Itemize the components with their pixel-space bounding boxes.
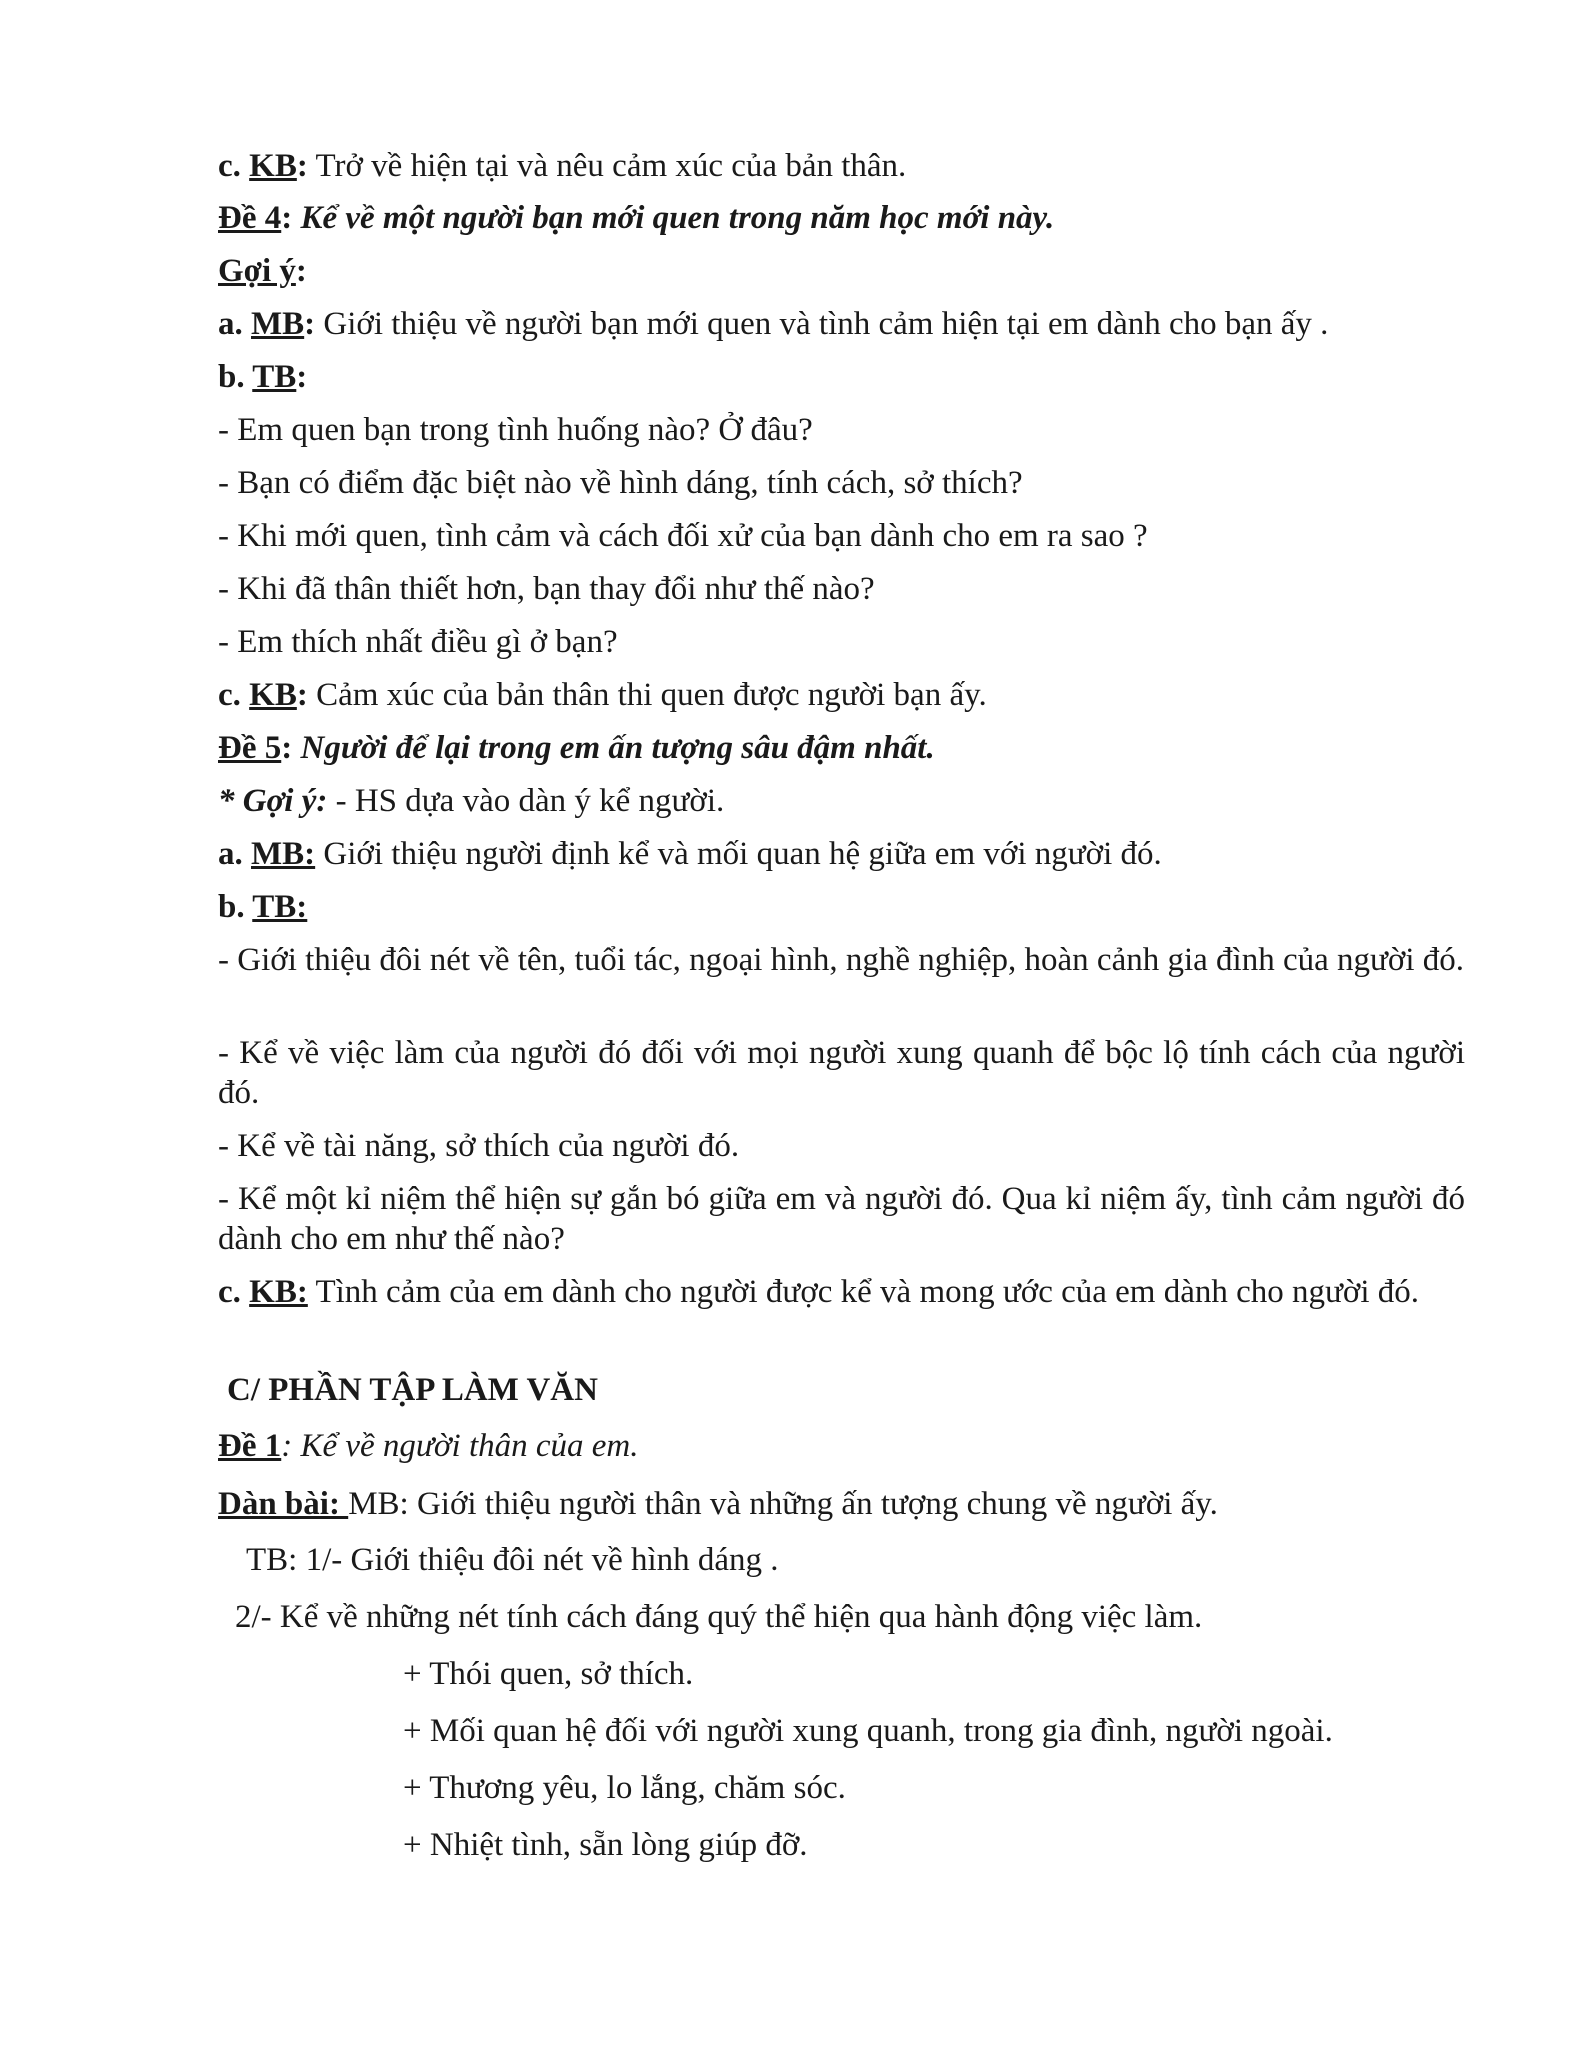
list-item: - Kể về tài năng, sở thích của người đó. xyxy=(218,1128,740,1164)
list-item: - Em quen bạn trong tình huống nào? Ở đâu? xyxy=(218,412,813,448)
tb-item-1: TB: 1/- Giới thiệu đôi nét về hình dáng . xyxy=(246,1542,779,1578)
de-1-heading: Đề 1: Kể về người thân của em. xyxy=(218,1428,639,1464)
mb-paragraph-4: a. MB: Giới thiệu về người bạn mới quen và tình cảm hiện tại em dành cho bạn ấy . xyxy=(218,306,1329,342)
tb-item-2: 2/- Kể về những nét tính cách đáng quý thể hiện qua hành động việc làm. xyxy=(235,1599,1203,1635)
list-item: - Khi mới quen, tình cảm và cách đối xử của bạn dành cho em ra sao ? xyxy=(218,518,1148,554)
list-item: - Giới thiệu đôi nét về tên, tuổi tác, ngoại hình, nghề nghiệp, hoàn cảnh gia đình của người đó. xyxy=(218,942,1465,978)
list-item: - Kể về việc làm của người đó đối với mọi người xung quanh để bộc lộ tính cách của người đó. xyxy=(218,1035,1465,1111)
de-4-heading: Đề 4: Kể về một người bạn mới quen trong năm học mới này. xyxy=(218,200,1055,236)
kb-label: KB xyxy=(249,148,297,184)
kb-paragraph-1: c. KB: Trở về hiện tại và nêu cảm xúc của bản thân. xyxy=(218,148,907,184)
kb-paragraph-5: c. KB: Tình cảm của em dành cho người được kể và mong ước của em dành cho người đó. xyxy=(218,1274,1420,1310)
tb-heading-4: b. TB: xyxy=(218,359,308,395)
dan-bai-paragraph: Dàn bài: MB: Giới thiệu người thân và những ấn tượng chung về người ấy. xyxy=(218,1486,1218,1522)
goi-y-heading: Gợi ý: xyxy=(218,253,307,289)
list-item: - Bạn có điểm đặc biệt nào về hình dáng, tính cách, sở thích? xyxy=(218,465,1023,501)
list-item: - Em thích nhất điều gì ở bạn? xyxy=(218,624,618,660)
goi-y-5: * Gợi ý: - HS dựa vào dàn ý kể người. xyxy=(218,783,725,819)
list-item: - Kể một kỉ niệm thể hiện sự gắn bó giữa em và người đó. Qua kỉ niệm ấy, tình cảm người đó dành cho em như thế nào? xyxy=(218,1181,1465,1257)
list-item: + Thương yêu, lo lắng, chăm sóc. xyxy=(403,1770,846,1806)
mb-paragraph-5: a. MB: Giới thiệu người định kể và mối quan hệ giữa em với người đó. xyxy=(218,836,1162,872)
list-item: + Thói quen, sở thích. xyxy=(403,1656,694,1692)
kb-paragraph-4: c. KB: Cảm xúc của bản thân thi quen được người bạn ấy. xyxy=(218,677,987,713)
de-5-heading: Đề 5: Người để lại trong em ấn tượng sâu đậm nhất. xyxy=(218,730,935,766)
list-item: + Mối quan hệ đối với người xung quanh, trong gia đình, người ngoài. xyxy=(403,1713,1333,1749)
section-c-heading: C/ PHẦN TẬP LÀM VĂN xyxy=(227,1372,598,1408)
list-item: + Nhiệt tình, sẵn lòng giúp đỡ. xyxy=(403,1827,808,1863)
tb-heading-5: b. TB: xyxy=(218,889,308,925)
list-item: - Khi đã thân thiết hơn, bạn thay đổi như thế nào? xyxy=(218,571,875,607)
